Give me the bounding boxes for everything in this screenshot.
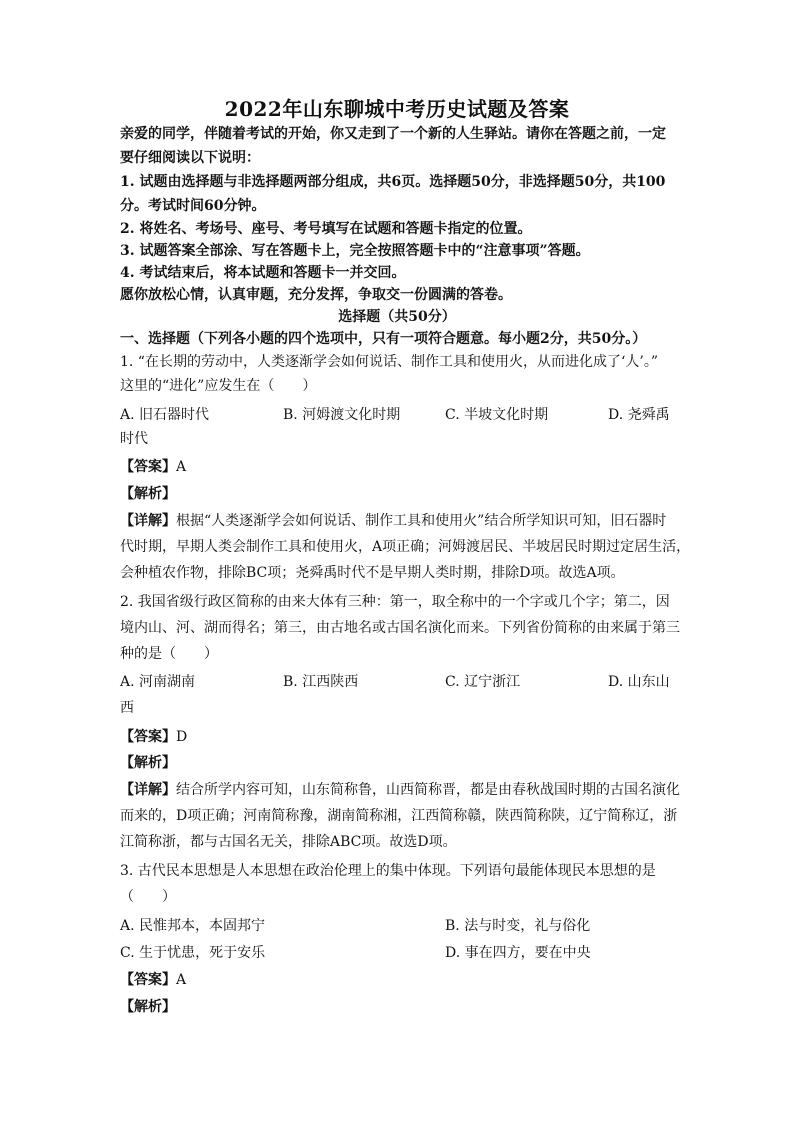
instruction-item: 3. 试题答案全部涂、写在答题卡上，完全按照答题卡中的“注意事项”答题。 [120,243,590,259]
answer-value: A [176,459,187,475]
question-stem: 3. 古代民本思想是人本思想在政治伦理上的集中体现。下列语句最能体现民本思想的是 [120,863,656,879]
instruction-item: 1. 试题由选择题与非选择题两部分组成，共6页。选择题50分，非选择题50分，共100 [120,174,666,190]
answer-label: 【答案】 [120,972,176,988]
option-d: D. 尧舜禹 [608,407,670,423]
analysis-label: 【解析】 [120,486,176,502]
analysis-label: 【解析】 [120,755,176,771]
intro-line: 亲爱的同学，伴随着考试的开始，你又走到了一个新的人生驿站。请你在答题之前，一定 [120,126,666,142]
option-b: B. 河姆渡文化时期 [283,407,401,423]
option-b: B. 法与时变，礼与俗化 [445,918,591,934]
option-d: D. 事在四方，要在中央 [445,945,591,961]
option-c: C. 辽宁浙江 [445,674,521,690]
option-c: C. 半坡文化时期 [445,407,549,423]
detail-label: 【详解】 [120,513,176,529]
question-stem: 这里的“进化”应发生在（ ） [120,378,317,394]
intro-wish: 愿你放松心情，认真审题，充分发挥，争取交一份圆满的答卷。 [120,287,512,303]
answer-line [120,727,187,747]
option-a: A. 河南湖南 [120,674,196,690]
answer-value: D [176,729,188,745]
detail-label: 【详解】 [120,782,176,798]
detail-line [120,511,666,531]
option-a: A. 民惟邦本，本固邦宁 [120,918,266,934]
question-stem: 1. “在长期的劳动中，人类逐渐学会如何说话、制作工具和使用火，从而进化成了‘人’。” [120,354,659,370]
instruction-item: 4. 考试结束后，将本试题和答题卡一并交回。 [120,265,406,281]
question-stem: 种的是（ ） [120,646,218,662]
detail-text: 会种植农作物，排除BC项；尧舜禹时代不是早期人类时期，排除D项。故选A项。 [120,565,625,581]
analysis-label: 【解析】 [120,999,176,1015]
option-d: D. 山东山 [608,674,670,690]
detail-text: 根据“人类逐渐学会如何说话、制作工具和使用火”结合所学知识可知，旧石器时 [176,513,667,529]
option-b: B. 江西陕西 [283,674,359,690]
option-d-continued: 时代 [120,431,148,447]
question-stem: （ ） [120,889,176,905]
instruction-item: 分。考试时间60分钟。 [120,198,266,214]
answer-label: 【答案】 [120,729,176,745]
answer-line [120,970,186,990]
intro-line: 要仔细阅读以下说明： [120,150,260,166]
detail-text: 代时期，早期人类会制作工具和使用火，A项正确；河姆渡居民、半坡居民时期过定居生活， [120,539,691,555]
option-a: A. 旧石器时代 [120,407,210,423]
page-title: 2022年山东聊城中考历史试题及答案 [224,97,570,121]
detail-line [120,780,680,800]
detail-text: 而来的，D项正确；河南简称豫，湖南简称湘，江西简称赣，陕西简称陕，辽宁简称辽，浙 [120,808,678,824]
detail-text: 结合所学内容可知，山东简称鲁，山西简称晋，都是由春秋战国时期的古国名演化 [176,782,680,798]
question-stem: 境内山、河、湖而得名；第三，由古地名或古国名演化而来。下列省份简称的由来属于第三 [120,620,680,636]
section-instruction: 一、选择题（下列各小题的四个选项中，只有一项符合题意。每小题2分，共50分。） [120,331,647,347]
answer-value: A [176,972,187,988]
section-heading: 选择题（共50分） [338,309,456,325]
answer-label: 【答案】 [120,459,176,475]
option-d-continued: 西 [120,700,134,716]
question-stem: 2. 我国省级行政区简称的由来大体有三种：第一，取全称中的一个字或几个字；第二，因 [120,594,670,610]
detail-text: 江简称浙，都与古国名无关，排除ABC项。故选D项。 [120,834,457,850]
option-c: C. 生于忧患，死于安乐 [120,945,266,961]
answer-line [120,457,186,477]
instruction-item: 2. 将姓名、考场号、座号、考号填写在试题和答题卡指定的位置。 [120,221,532,237]
